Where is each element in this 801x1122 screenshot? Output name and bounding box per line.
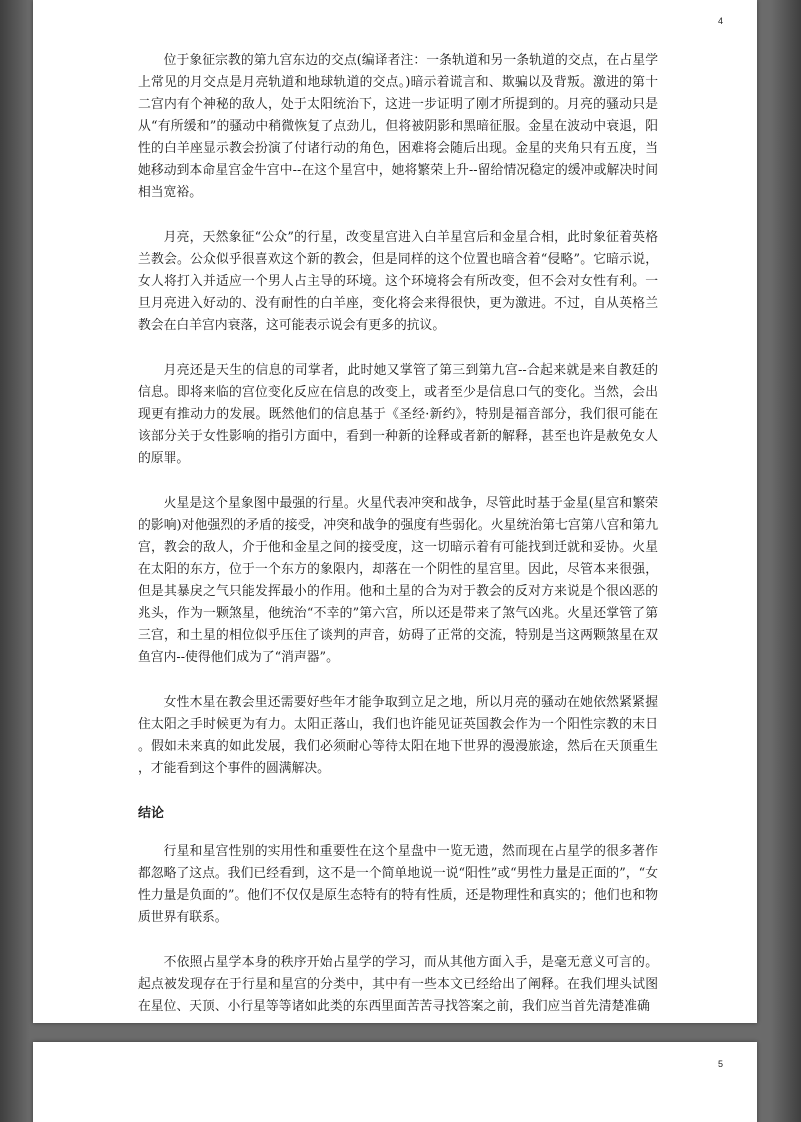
paragraph: 火星是这个星象图中最强的行星。火星代表冲突和战争，尽管此时基于金星(星宫和繁荣的影响)对他强烈的矛盾的接受，冲突和战争的强度有些弱化。火星统治第七宫第八宫和第九宫，教会的敌人，介于他和金星之间的接受度，这一切暗示着有可能找到迁就和妥协。火星在太阳的东方，位于一个东方的象限内，却落在一个阴性的星宫里。因此，尽管本来很强，但是其暴戾之气只能发挥最小的作用。他和土星的合为对于教会的反对方来说是个很凶恶的兆头，作为一颗煞星，他统治“不幸的”第六宫，所以还是带来了煞气凶兆。火星还掌管了第三宫，和土星的相位似乎压住了谈判的声音，妨碍了正常的交流，特别是当这两颗煞星在双鱼宫内--使得他们成为了“消声器”。	[138, 496, 658, 665]
paragraph: 行星和星宫性别的实用性和重要性在这个星盘中一览无遗，然而现在占星学的很多著作都忽略了这点。我们已经看到，这不是一个简单地说一说“阳性”或“男性力量是正面的”，“女性力量是负面的”。他们不仅仅是原生态特有的特有性质，还是物理性和真实的；他们也和物质世界有联系。	[138, 844, 658, 925]
paragraph: 月亮，天然象征“公众”的行星，改变星宫进入白羊星宫后和金星合相，此时象征着英格兰教会。公众似乎很喜欢这个新的教会，但是同样的这个位置也暗含着“侵略”。它暗示说，女人将打入并适应一个男人占主导的环境。这个环境将会有所改变，但不会对女性有利。一旦月亮进入好动的、没有耐性的白羊座，变化将会来得很快，更为激进。不过，自从英格兰教会在白羊宫内衰落，这可能表示说会有更多的抗议。	[138, 230, 658, 333]
page-number: 5	[717, 1059, 723, 1069]
paragraph: 不依照占星学本身的秩序开始占星学的学习，而从其他方面入手，是毫无意义可言的。起点被发现存在于行星和星宫的分类中，其中有一些本文已经给出了阐释。在我们埋头试图在星位、天顶、小行星等等诸如此类的东西里面苦苦寻找答案之前，我们应当首先清楚准确	[138, 955, 658, 1014]
section-heading: 结论	[138, 806, 165, 821]
paragraph: 月亮还是天生的信息的司掌者，此时她又掌管了第三到第九宫--合起来就是来自教廷的信息。即将来临的宫位变化反应在信息的改变上，或者至少是信息口气的变化。当然，会出现更有推动力的发展。既然他们的信息基于《圣经·新约》，特别是福音部分，我们很可能在该部分关于女性影响的指引方面中，看到一种新的诠释或者新的解释，甚至也许是赦免女人的原罪。	[138, 363, 658, 466]
paragraph: 位于象征宗教的第九宫东边的交点(编译者注：一条轨道和另一条轨道的交点，在占星学上常见的月交点是月亮轨道和地球轨道的交点。)暗示着谎言和、欺骗以及背叛。激进的第十二宫内有个神秘的敌人，处于太阳统治下，这进一步证明了刚才所提到的。月亮的骚动只是从“有所缓和”的骚动中稍微恢复了点劲儿，但将被阴影和黑暗征服。金星在波动中衰退，阳性的白羊座显示教会扮演了付诸行动的角色，困难将会随后出现。金星的夹角只有五度，当她移动到本命星宫金牛宫中--在这个星宫中，她将繁荣上升--留给情况稳定的缓冲或解决时间相当宽裕。	[138, 53, 658, 200]
paragraph: 女性木星在教会里还需要好些年才能争取到立足之地，所以月亮的骚动在她依然紧紧握住太阳之手时候更为有力。太阳正落山，我们也许能见证英国教会作为一个阳性宗教的末日。假如未来真的如此发展，我们必须耐心等待太阳在地下世界的漫漫旅途，然后在天顶重生，才能看到这个事件的圆满解决。	[138, 695, 658, 776]
page	[33, 1042, 757, 1122]
page-number: 4	[717, 16, 723, 26]
page-content	[138, 50, 658, 1041]
page	[33, 0, 757, 1023]
